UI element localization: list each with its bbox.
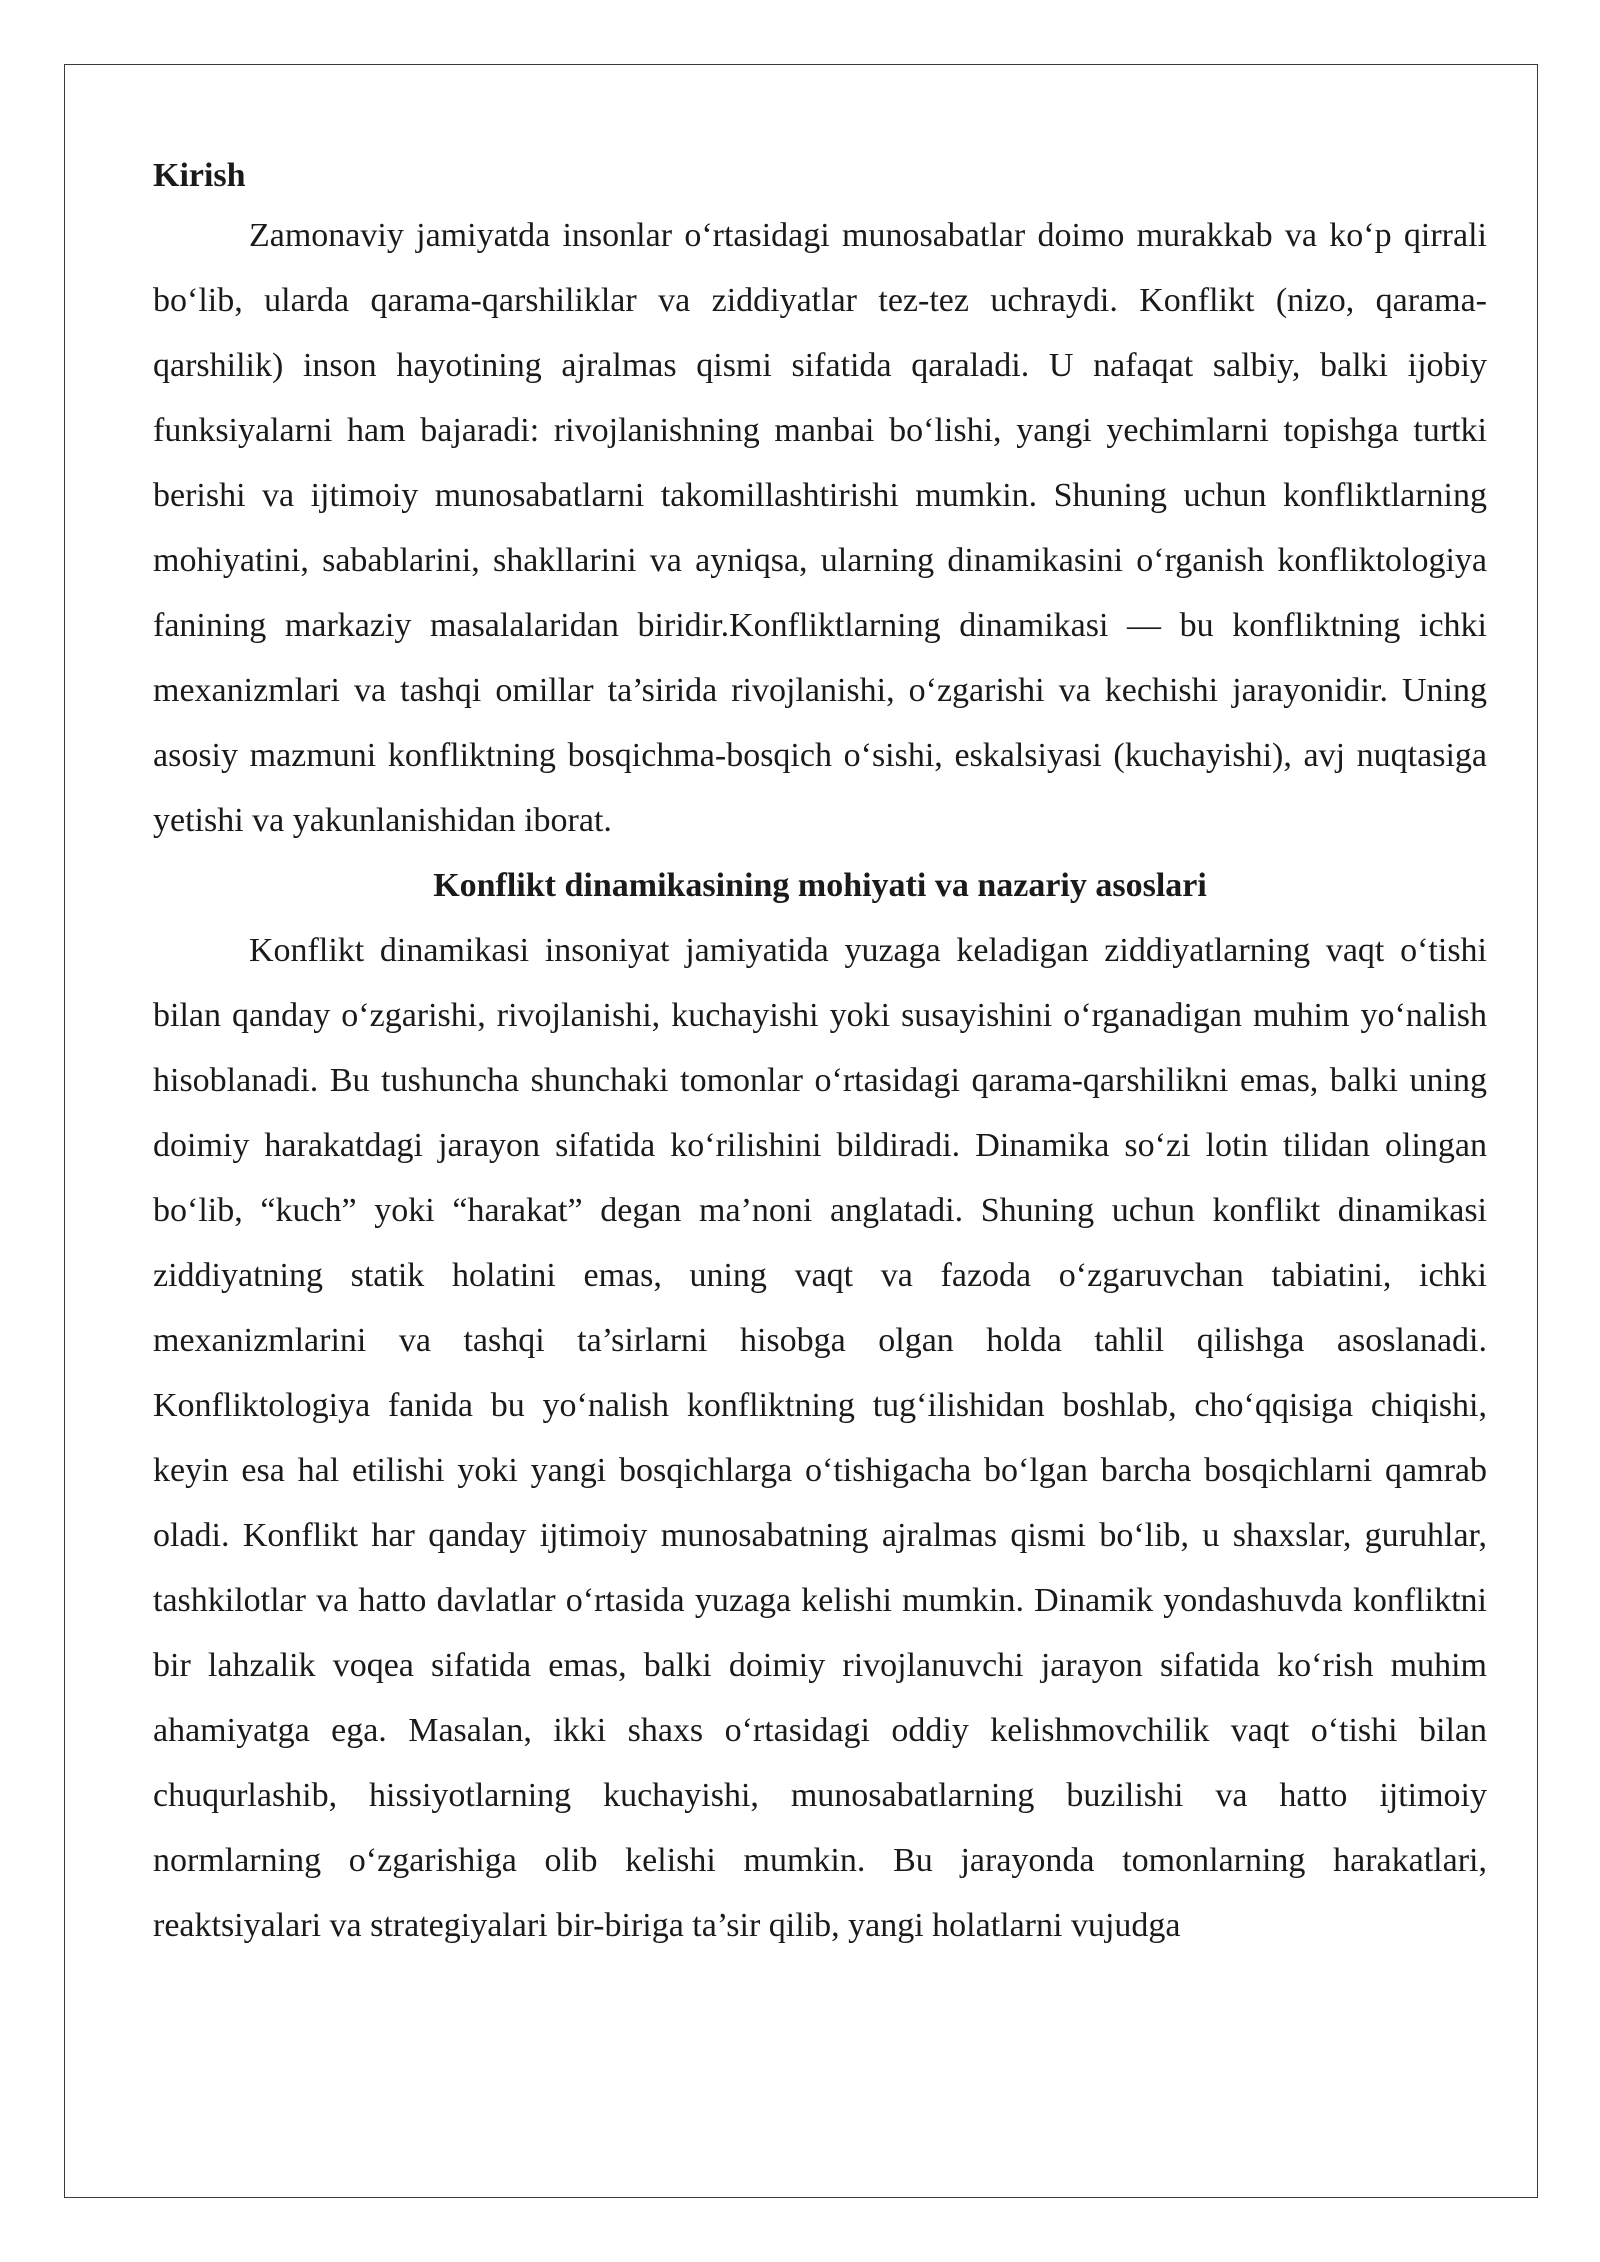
section-heading: Konflikt dinamikasining mohiyati va nazariy asoslari xyxy=(433,867,1207,904)
document-body xyxy=(153,148,1487,1958)
section-paragraph: Konflikt dinamikasi insoniyat jamiyatida yuzaga keladigan ziddiyatlarning vaqt o‘tishi bilan qanday o‘zgarishi, rivojlanishi, kuchayishi yoki susayishini o‘rganadigan muhim yo‘nalish hisoblanadi. Bu tushuncha shunchaki tomonlar o‘rtasidagi qarama-qarshilikni emas, balki uning doimiy harakatdagi jarayon sifatida ko‘rilishini bildiradi. Dinamika so‘zi lotin tilidan olingan bo‘lib, “kuch” yoki “harakat” degan ma’noni anglatadi. Shuning uchun konflikt dinamikasi ziddiyatning statik holatini emas, uning vaqt va fazoda o‘zgaruvchan tabiatini, ichki mexanizmlarini va tashqi ta’sirlarni hisobga olgan holda tahlil qilishga asoslanadi. Konfliktologiya fanida bu yo‘nalish konfliktning tug‘ilishidan boshlab, cho‘qqisiga chiqishi, keyin esa hal etilishi yoki yangi bosqichlarga o‘tishigacha bo‘lgan barcha bosqichlarni qamrab oladi. Konflikt har qanday ijtimoiy munosabatning ajralmas qismi bo‘lib, u shaxslar, guruhlar, tashkilotlar va hatto davlatlar o‘rtasida yuzaga kelishi mumkin. Dinamik yondashuvda konfliktni bir lahzalik voqea sifatida emas, balki doimiy rivojlanuvchi jarayon sifatida ko‘rish muhim ahamiyatga ega. Masalan, ikki shaxs o‘rtasidagi oddiy kelishmovchilik vaqt o‘tishi bilan chuqurlashib, hissiyotlarning kuchayishi, munosabatlarning buzilishi va hatto ijtimoiy normlarning o‘zgarishiga olib kelishi mumkin. Bu jarayonda tomonlarning harakatlari, reaktsiyalari va strategiyalari bir-biriga ta’sir qilib, yangi holatlarni vujudga xyxy=(153,932,1487,1944)
intro-paragraph: Zamonaviy jamiyatda insonlar o‘rtasidagi munosabatlar doimo murakkab va ko‘p qirrali bo‘lib, ularda qarama-qarshiliklar va ziddiyatlar tez-tez uchraydi. Konflikt (nizo, qarama-qarshilik) inson hayotining ajralmas qismi sifatida qaraladi. U nafaqat salbiy, balki ijobiy funksiyalarni ham bajaradi: rivojlanishning manbai bo‘lishi, yangi yechimlarni topishga turtki berishi va ijtimoiy munosabatlarni takomillashtirishi mumkin. Shuning uchun konfliktlarning mohiyatini, sabablarini, shakllarini va ayniqsa, ularning dinamikasini o‘rganish konfliktologiya fanining markaziy masalalaridan biridir.Konfliktlarning dinamikasi — bu konfliktning ichki mexanizmlari va tashqi omillar ta’sirida rivojlanishi, o‘zgarishi va kechishi jarayonidir. Uning asosiy mazmuni konfliktning bosqichma-bosqich o‘sishi, eskalsiyasi (kuchayishi), avj nuqtasiga yetishi va yakunlanishidan iborat. xyxy=(153,217,1487,839)
intro-heading: Kirish xyxy=(153,157,246,194)
